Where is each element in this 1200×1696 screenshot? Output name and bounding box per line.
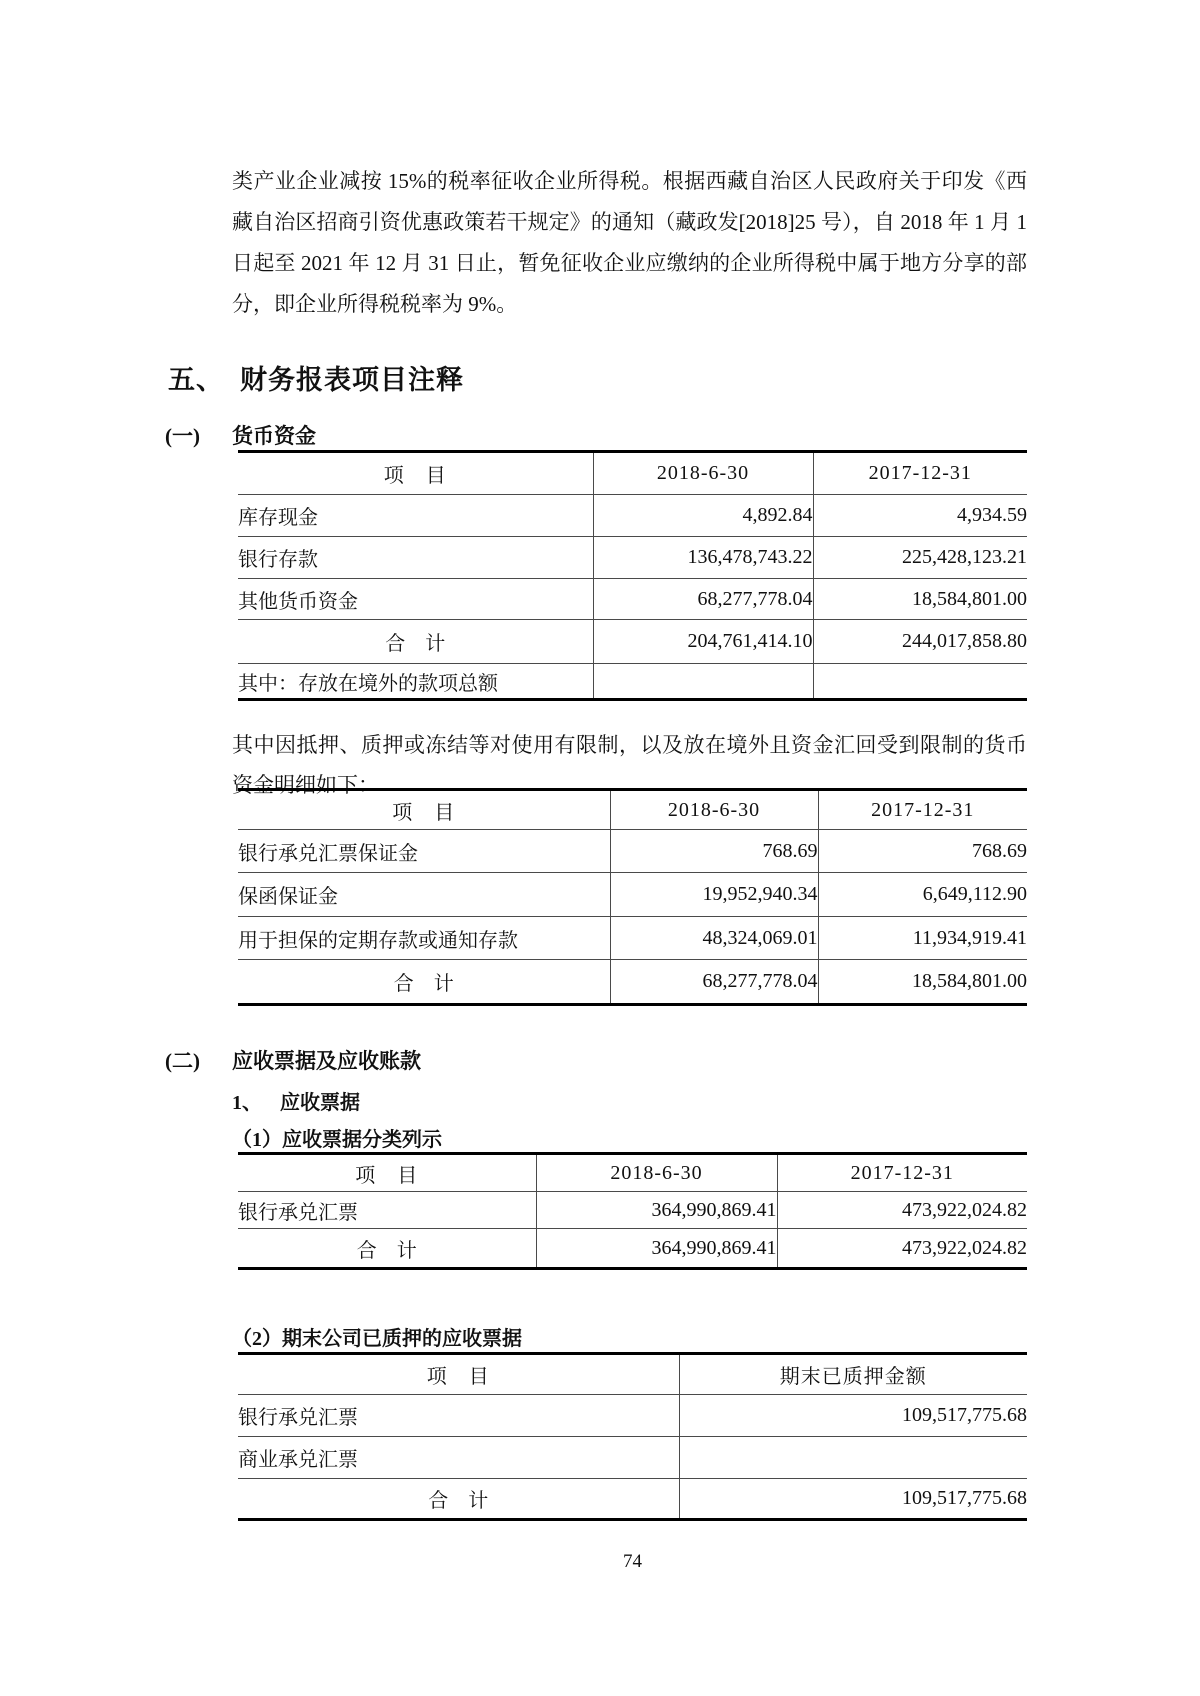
table-row [238, 1437, 1027, 1479]
monetary-funds-heading [165, 420, 316, 450]
value-2018: 364,990,869.41 [536, 1229, 777, 1269]
value-2017: 244,017,858.80 [813, 620, 1027, 664]
value-2017: 473,922,024.82 [777, 1192, 1027, 1229]
value-2018: 48,324,069.01 [610, 917, 818, 960]
notes-receivable-label: 1、 [232, 1092, 262, 1114]
table-row [238, 873, 1027, 917]
restricted-funds-table [238, 788, 1027, 1006]
row-label: 银行存款 [238, 537, 593, 579]
table-row [238, 537, 1027, 579]
value-2018: 136,478,743.22 [593, 537, 813, 579]
value-2018: 68,277,778.04 [610, 960, 818, 1005]
classification-table [238, 1152, 1027, 1270]
table-row [238, 1395, 1027, 1437]
receivables-title: 应收票据及应收账款 [232, 1049, 421, 1073]
row-label: 合 计 [393, 973, 454, 995]
value-2018: 68,277,778.04 [593, 579, 813, 620]
receivables-heading [165, 1045, 421, 1075]
total-row [238, 620, 1027, 664]
row-label: 银行承兑汇票 [238, 1395, 679, 1437]
row-label: 合 计 [238, 620, 593, 664]
row-label: 其中：存放在境外的款项总额 [238, 672, 498, 695]
section-label: 五、 [168, 365, 224, 395]
table-header-row [238, 1154, 1027, 1192]
header-pledged-amount: 期末已质押金额 [679, 1354, 1027, 1395]
value-2017: 473,922,024.82 [777, 1229, 1027, 1269]
value-2017: 225,428,123.21 [813, 537, 1027, 579]
notes-receivable-heading [232, 1086, 360, 1115]
table-row [238, 1192, 1027, 1229]
row-label: 保函保证金 [238, 873, 610, 917]
row-label: 合 计 [428, 1490, 489, 1512]
notes-receivable-title: 应收票据 [280, 1092, 360, 1114]
monetary-funds-title: 货币资金 [232, 424, 316, 448]
value-2017: 18,584,801.00 [813, 579, 1027, 620]
header-2018-06-30: 2018-6-30 [593, 452, 813, 495]
total-row [238, 960, 1027, 1005]
monetary-funds-label: (一) [165, 424, 200, 448]
row-label: 其他货币资金 [238, 579, 593, 620]
page-number: 74 [623, 1551, 642, 1572]
classification-title: （1）应收票据分类列示 [232, 1129, 442, 1151]
table-row [238, 917, 1027, 960]
header-2018-06-30: 2018-6-30 [610, 790, 818, 830]
table-row [238, 664, 1027, 700]
value-2017: 18,584,801.00 [818, 960, 1027, 1005]
header-2018-06-30: 2018-6-30 [536, 1154, 777, 1192]
section-title: 财务报表项目注释 [240, 365, 464, 395]
receivables-label: (二) [165, 1049, 200, 1073]
value-pledged: 109,517,775.68 [679, 1395, 1027, 1437]
pledged-table [238, 1352, 1027, 1521]
classification-heading [232, 1123, 442, 1152]
restricted-funds-note: 其中因抵押、质押或冻结等对使用有限制，以及放在境外且资金汇回受到限制的货币资金明细如下： [232, 733, 1027, 797]
table-header-row [238, 1354, 1027, 1395]
header-2017-12-31: 2017-12-31 [813, 452, 1027, 495]
value-2017: 11,934,919.41 [818, 917, 1027, 960]
header-item: 项 目 [238, 1354, 679, 1395]
header-item: 项 目 [238, 1154, 536, 1192]
value-2017: 6,649,112.90 [818, 873, 1027, 917]
value-pledged [679, 1437, 1027, 1479]
value-2017 [813, 664, 1027, 700]
table-header-row [238, 790, 1027, 830]
value-2018: 204,761,414.10 [593, 620, 813, 664]
value-2018: 364,990,869.41 [536, 1192, 777, 1229]
value-pledged: 109,517,775.68 [679, 1479, 1027, 1520]
section-heading [168, 358, 464, 397]
table-row [238, 579, 1027, 620]
table-row [238, 495, 1027, 537]
value-2018: 4,892.84 [593, 495, 813, 537]
value-2017: 768.69 [818, 830, 1027, 873]
row-label: 库存现金 [238, 495, 593, 537]
row-label: 商业承兑汇票 [238, 1437, 679, 1479]
value-2018 [593, 664, 813, 700]
row-label: 银行承兑汇票 [238, 1192, 536, 1229]
header-2017-12-31: 2017-12-31 [777, 1154, 1027, 1192]
row-label: 合 计 [356, 1239, 417, 1262]
pledged-title: （2）期末公司已质押的应收票据 [232, 1328, 522, 1350]
row-label: 银行承兑汇票保证金 [238, 830, 610, 873]
total-row [238, 1229, 1027, 1269]
value-2017: 4,934.59 [813, 495, 1027, 537]
value-2018: 19,952,940.34 [610, 873, 818, 917]
header-item: 项 目 [238, 790, 610, 830]
row-label: 用于担保的定期存款或通知存款 [238, 917, 610, 960]
value-2018: 768.69 [610, 830, 818, 873]
pledged-heading [232, 1322, 522, 1351]
table-row [238, 830, 1027, 873]
monetary-funds-table [238, 450, 1027, 701]
header-2017-12-31: 2017-12-31 [818, 790, 1027, 830]
header-item: 项 目 [238, 452, 593, 495]
table-header-row [238, 452, 1027, 495]
total-row [238, 1479, 1027, 1520]
intro-paragraph: 类产业企业减按 15%的税率征收企业所得税。根据西藏自治区人民政府关于印发《西藏自治区招商引资优惠政策若干规定》的通知（藏政发[2018]25 号），自 2018 年 1 月 1 日起至 2021 年 12 月 31 日止，暂免征收企业应缴纳的企业所得税中属于地方分享的部分，即企业所得税税率为 9%。 [232, 169, 1027, 316]
